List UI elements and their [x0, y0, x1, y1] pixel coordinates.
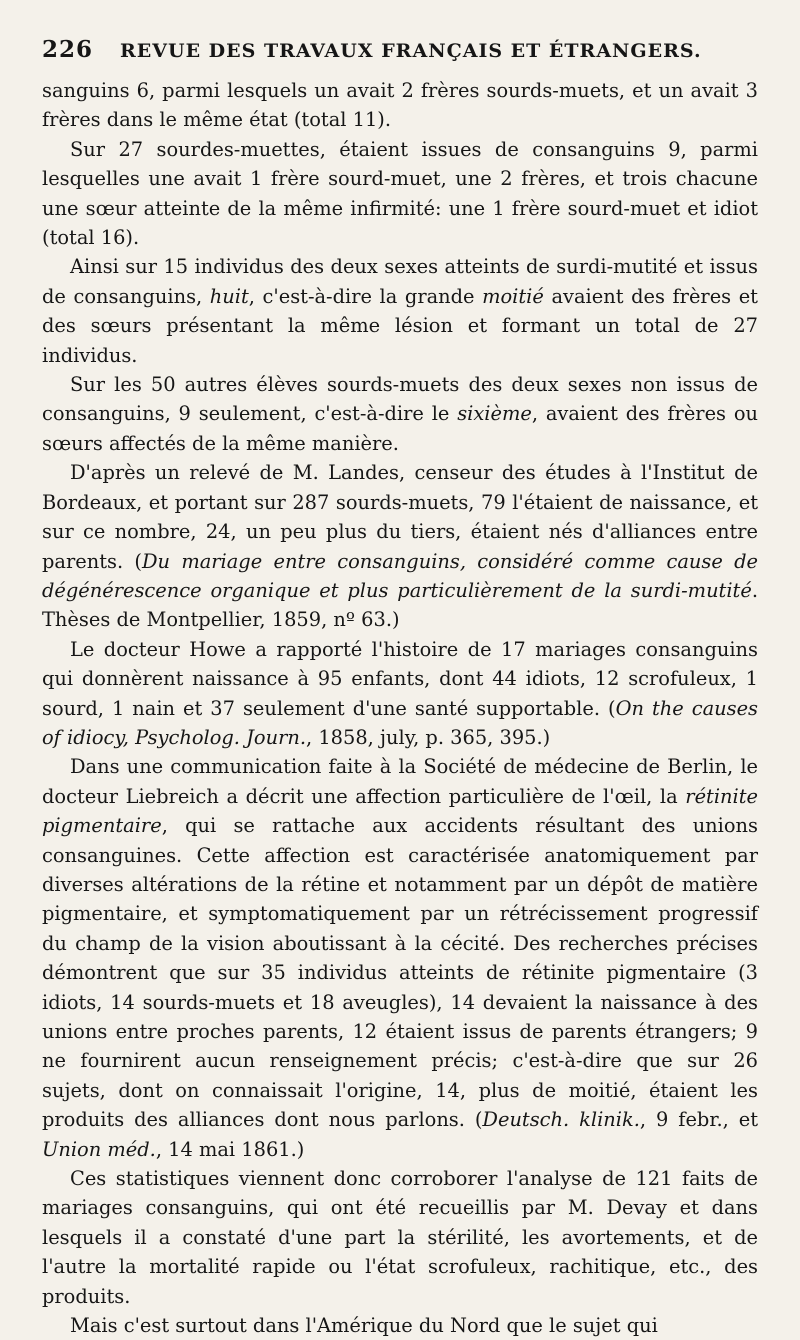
body-text: [42, 76, 758, 1340]
text-run: , c'est-à-dire la grande: [248, 284, 483, 308]
paragraph: [42, 1311, 758, 1340]
page-header: [42, 36, 758, 66]
paragraph: [42, 370, 758, 458]
running-title: REVUE DES TRAVAUX FRANÇAIS ET ÉTRANGERS.: [120, 40, 702, 62]
italic-text: huit: [209, 284, 249, 308]
paragraph: [42, 135, 758, 253]
text-run: D'après un relevé de M. Landes, censeur des études à l'Institut de Bordeaux, et portant sur 287 sourds-muets, 79 l'étaient de naissance, et sur ce nombre, 24, un peu plus du tiers, étaient nés d'alliances entre parents. (: [42, 461, 758, 573]
paragraph: [42, 76, 758, 135]
italic-text: On the causes of idiocy, Psycholog. Journ.: [42, 696, 758, 749]
text-run: avaient des frères et des sœurs présentant la même lésion et formant un total de 27 individus.: [42, 284, 758, 367]
text-run: Ainsi sur 15 individus des deux sexes atteints de surdi-mutité et issus de consanguins,: [42, 255, 758, 308]
text-run: , 9 febr., et: [639, 1108, 759, 1132]
text-run: Mais c'est surtout dans l'Amérique du Nord que le sujet qui: [70, 1314, 658, 1338]
page-number: 226: [42, 36, 94, 63]
text-run: , avaient des frères ou sœurs affectés de la même manière.: [42, 402, 758, 455]
text-run: , 1858, july, p. 365, 395.): [306, 725, 551, 749]
text-run: Sur les 50 autres élèves sourds-muets des deux sexes non issus de consanguins, 9 seulement, c'est-à-dire le: [42, 373, 758, 426]
paragraph: [42, 1164, 758, 1311]
italic-text: moitié: [482, 284, 544, 308]
paragraph: [42, 752, 758, 1164]
italic-text: Deutsch. klinik.: [482, 1108, 640, 1132]
text-run: , 14 mai 1861.): [155, 1137, 305, 1161]
text-run: . Thèses de Montpellier, 1859, nº 63.): [42, 578, 758, 632]
paragraph: [42, 635, 758, 753]
text-run: , qui se rattache aux accidents résultant des unions consanguines. Cette affection est caractérisée anatomiquement par diverses altérations de la rétine et notamment par un dépôt de matière pigmentaire, et symptomatiquement par un rétrécissement progressif du champ de la vision aboutissant à la cécité. Des recherches précises démontrent que sur 35 individus atteints de rétinite pigmentaire (3 idiots, 14 sourds-muets et 18 aveugles), 14 devaient la naissance à des unions entre proches parents, 12 étaient issus de parents étrangers; 9 ne fournirent aucun renseignement précis; c'est-à-dire que sur 26 sujets, dont on connaissait l'origine, 14, plus de moitié, étaient les produits des alliances dont nous parlons. (: [42, 814, 758, 1132]
paragraph: [42, 458, 758, 634]
italic-text: Du mariage entre consanguins, considéré comme cause de dégénérescence organique et plus particulièrement de la surdi-mutité: [42, 549, 759, 602]
paragraph: [42, 252, 758, 370]
text-run: Dans une communication faite à la Société de médecine de Berlin, le docteur Liebreich a décrit une affection particulière de l'œil, la: [42, 755, 758, 808]
italic-text: Union méd.: [42, 1137, 156, 1161]
text-run: Le docteur Howe a rapporté l'histoire de 17 mariages consanguins qui donnèrent naissance à 95 enfants, dont 44 idiots, 12 scrofuleux, 1 sourd, 1 nain et 37 seulement d'une santé supportable. (: [42, 637, 758, 720]
text-run: sanguins 6, parmi lesquels un avait 2 frères sourds-muets, et un avait 3 frères dans le même état (total 11).: [42, 79, 758, 132]
text-run: Ces statistiques viennent donc corroborer l'analyse de 121 faits de mariages consanguins, qui ont été recueillis par M. Devay et dans lesquels il a constaté d'une part la stérilité, les avortements, et de l'autre la mortalité rapide ou l'état scrofuleux, rachitique, etc., des produits.: [42, 1167, 758, 1308]
italic-text: sixième: [457, 402, 532, 426]
italic-text: rétinite pigmentaire: [42, 784, 758, 838]
text-run: Sur 27 sourdes-muettes, étaient issues de consanguins 9, parmi lesquelles une avait 1 frère sourd-muet, une 2 frères, et trois chacune une sœur atteinte de la même infirmité: une 1 frère sourd-muet et idiot (total 16).: [42, 137, 758, 250]
